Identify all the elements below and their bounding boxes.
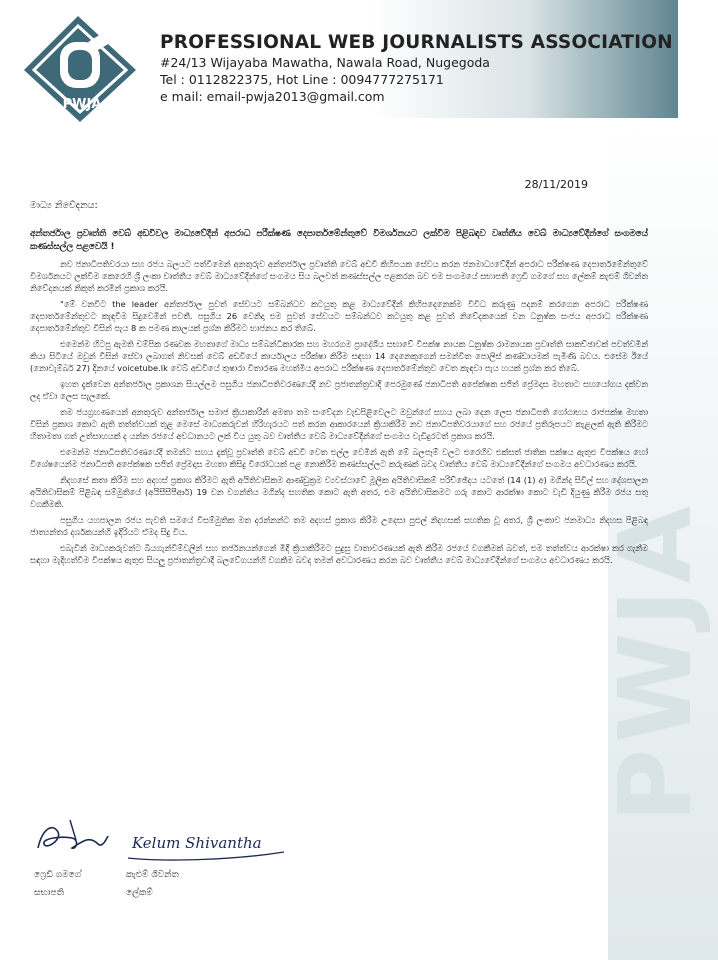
letter-body	[30, 228, 648, 570]
paragraph: එබැවින් මාධ්‍යකරුවන්ට බියගැන්වීම්වලින් සහ තර්ජනයන්ගෙන් මිදී ක්‍රියාකිරීමට සුදුසු වාතාවරණයක් ඇති කිරීම රජයේ වගකීමක් බවත්, එම තත්ත්වය ආරක්ෂා කර ගැනීම සඳහා මැදිහත්වීම විපක්ෂය ඇතුළු සියලු ප්‍රජාතන්ත්‍රවාදී බලවේගයන්හි වගකීම බවද තමන් අවධාරණය කරන බව වෘත්තීය වෙබ් මාධ්‍යවේදීන්ගේ සංගමය අවධාරණය කරයි.	[30, 542, 648, 565]
signature-block	[32, 810, 292, 950]
letterhead	[160, 32, 673, 104]
president-name: ෆ්‍රෙඩි ගමගේ	[34, 870, 82, 880]
logo-text: PWJA	[62, 97, 102, 112]
paragraph: නව ජනාධිපතිවරයා සහ රජය බලයට පත්වීමෙන් අනතුරුව අන්තර්ජාල ප්‍රවෘත්ති වෙබ් අඩවි කිහිපයක සේවය කරන ජනමාධ්‍යවේදීන් අපරාධ පරීක්ෂණ දෙපාර්තමේන්තුවේ විමර්ශනයට ලක්වීම කෙරෙහි ශ්‍රී ලංකා වෘත්තීය වෙබ් මාධ්‍යවේදීන්ගේ සංගමය සිය බලවත් කණස්සල්ල පළකරන බව එම සංගමයේ සභාපති ෆ්‍රෙඩි ගමගේ සහ ලේකම් කැළුම් ශිවන්ත නිවේදනයක් නිකුත් කරමින් ප්‍රකාශ කරයි.	[30, 258, 648, 293]
letter-date: 28/11/2019	[524, 178, 588, 191]
president-title: සභාපති	[34, 888, 64, 898]
pwja-logo	[18, 12, 148, 124]
paragraph: එමෙන්ම ජනාධිපතිවරණයේදී තමන්ට සහය දැක්වූ ප්‍රවෘත්ති වෙබ් අඩවි වෙත එල්ල වෙමින් ඇති මේ බලපෑම් වලට එරෙහිව එක්සත් ජාතික පක්ෂය ඇතුළු විපක්ෂය හෝ විශේෂයෙන්ම ජනාධිපති අපේක්ෂක සජිත් ප්‍රේමදාස මහතා කිසිදු විරෝධයක් පළ නොකිරීම කණස්සල්ලට කරුණක් බවද වෘත්තීය වෙබ් මාධ්‍යවේදීන්ගේ සංගමය අවධාරණය කරයි.	[30, 446, 648, 469]
secretary-signature	[124, 818, 294, 868]
paragraph: "මේ වනවිට the leader අන්තර්ජාල පුවත් සේවයට සම්බන්ධව කටයුතු කළ මාධ්‍යවේදීන් කිහිපදෙනෙක්ම විවිධ කරුණු පදනම් කරගෙන අපරාධ පරීක්ෂණ දෙපාර්තමේන්තුවට කැඳවීම සිදුවෙමින් පවතී. පසුගිය 26 වෙනිදා එම පුවත් සේවයට සම්බන්ධව කටයුතු කළ පුවත් නිවේදකයෙක් වන ධනුෂ්ක සංජය අපරාධ පරීක්ෂණ දෙපාර්තමේන්තුව විසින් පැය 8 ක පමණ කාලයක් ප්‍රශ්න කිරීමට භාජනය කර තිබේ.	[30, 298, 648, 333]
paragraph: නිදහසේ කතා කිරීම සහ අදහස් ප්‍රකාශ කිරීමට ඇති අයිතිවාසිකම ආණ්ඩුක්‍රම ව්‍යවස්ථාවේ මූලික අයිතිවාසිකම් පරිච්ඡේදය යටතේ (14 (1) අ) මගින්ද සිවිල් සහ දේශපාලන අයිතිවාසිකම් පිළිබඳ සම්මුතියේ (අයිසීසීපීආර්) 19 වන වගන්තිය මගින්ද සහතික කොට ඇති අතර, එම අයිතිවාසිකමට ගරු කොට ආරක්ෂා කොට වැඩි දියුණු කිරීම රජය සතු වගකීමකි.	[30, 474, 648, 509]
paragraph: ඉහත දැක්වෙන අන්තර්ජාල ප්‍රකාශන සියල්ලම පසුගිය ජනාධිපතිවරණයේදී නව ප්‍රජාතන්ත්‍රවාදී පෙරමුණේ ජනාධිපති අපේක්ෂක සජිත් ප්‍රේමදාස මහතාට සහයෝගය දක්වන ලද ඒවා ලෙස සැලකේ.	[30, 378, 648, 401]
paragraph: පසුගිය යහපාලන රජය පැවති සමයේ විසම්මුතික මත දරන්නන්ට තම අදහස් ප්‍රකාශ කිරීම උදෙසා පුළුල් නිදහසක් සහතික වූ අතර, ශ්‍රී ලංකාව ජනමාධ්‍ය නිදහස පිළිබඳ ජාත්‍යන්තර දර්ශකයන්හි ඉදිරියට ඒමද සිදු විය.	[30, 514, 648, 537]
secretary-signature-text: Kelum Shivantha	[132, 834, 262, 852]
paragraph: එමෙන්ම හිටපු ඇමති චම්පික රණවක මහතාගේ මාධ්‍ය සම්බන්ධීකාරක සහ මහරගම ප්‍රාදේශීය සභාවේ විපක්ෂ නායක ධනුෂ්ක රාමනායක ප්‍රවෘත්ති සාකච්ඡාවක් පවත්වමින් කියා සිටියේ ඔවුන් විසින් සේවා ලබාගත් නිවසක් වෙබ් අඩවියේ කාර්යාලය පරීක්ෂා කිරීම සඳහා 14 දෙනෙකුගෙන් සමන්විත පොලිස් කණ්ඩායමක් පැමිණි බවය. එසේම ඊයේ (නොවැම්බර් 27) දිනයේ voicetube.lk වෙබ් අඩවියේ තුෂාරා විතාරණ මහත්මිය අපරාධ පරීක්ෂණ දෙපාර්තමේන්තුව වෙත කැඳවා පැය හයක් ප්‍රශ්න කර තිබේ.	[30, 338, 648, 373]
organization-telephone: Tel : 0112822375, Hot Line : 0094777275171	[160, 72, 444, 87]
letter-heading: අන්තර්ජාල ප්‍රවෘත්ති වෙබ් අඩවිවල මාධ්‍යවේදීන් අපරාධ පරීක්ෂණ දෙපාර්තමේන්තුවේ විමර්ශනයට ලක්වීම පිළිබඳව වෘත්තීය වෙබ් මාධ්‍යවේදීන්ගේ සංගමයේ කණස්සල්ල පළවෙයි !	[30, 229, 648, 252]
organization-address: #24/13 Wijayaba Mawatha, Nawala Road, Nugegoda	[160, 55, 490, 70]
watermark-text: PWJA	[597, 500, 714, 823]
letter-salutation: මාධ්‍ය නිවේදනය:	[30, 200, 98, 211]
organization-name: PROFESSIONAL WEB JOURNALISTS ASSOCIATION	[160, 32, 673, 53]
paragraph: තම ජයග්‍රහණයෙන් අනතුරුව අන්තර්ජාල සමාජ ක්‍රියාකාරීන් අමතා තම සංවේදන වැඩපිළිවෙලට ඔවුන්ගේ සහය ලබා දෙන ලෙස ජනාධිපති ගෝඨාභය රාජපක්ෂ මහතා විසින් ප්‍රකාශ කොට ඇති තත්ත්වයක් තුළ මෙසේ මාධ්‍යකරුවන් හිරිහැරයට පත් කරන ආකාරයෙන් ක්‍රියාකිරීම නව ජනාධිපතිවරයාගේ සහ රජයේ ප්‍රතිරූපයට කැළලක් ඇති කිරීමට හිතාමතා ගත් උත්සාහයක් ද යන්න රජයේ අවධානයට ලක් විය යුතු බව වෘත්තීය වෙබ් මාධ්‍යවේදීන්ගේ සංගමය වැඩිදුරටත් ප්‍රකාශ කරයි.	[30, 406, 648, 441]
secretary-name: කැළුම් ශිවන්ත	[126, 870, 179, 880]
secretary-title: ලේකම්	[126, 888, 153, 898]
organization-email: e mail: email-pwja2013@gmail.com	[160, 89, 385, 104]
president-signature	[32, 810, 112, 860]
